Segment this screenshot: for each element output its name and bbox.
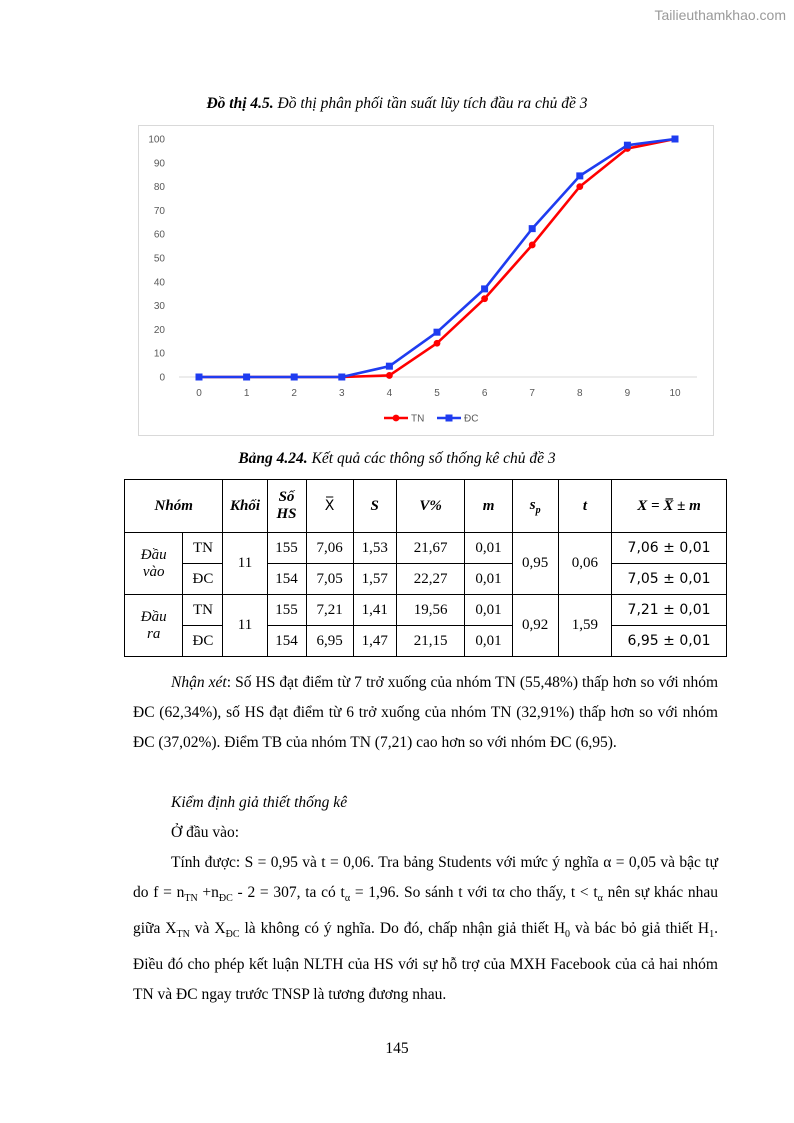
figure-caption: [0, 95, 794, 113]
y-tick-label: 0: [159, 372, 165, 384]
cell-count: 155: [267, 595, 306, 626]
remark-paragraph: [133, 668, 718, 758]
group-name-output: [125, 595, 183, 657]
table-row: [125, 533, 727, 564]
cell-count: 155: [267, 533, 306, 564]
x-tick-label: 7: [529, 388, 535, 399]
header-mean: X̅: [306, 480, 353, 533]
cell-mean: 7,06: [306, 533, 353, 564]
statistics-table: [124, 479, 727, 657]
table-title: Kết quả các thông số thống kê chủ đề 3: [311, 450, 556, 467]
cell-s: 1,57: [353, 564, 396, 595]
data-point-ĐC: [338, 374, 345, 381]
legend-label-ĐC: ĐC: [464, 413, 479, 425]
header-grade: Khối: [223, 480, 267, 533]
data-point-ĐC: [386, 363, 393, 370]
table-label: Bảng 4.24.: [238, 450, 308, 467]
legend-label-TN: TN: [411, 413, 425, 425]
header-s: S: [353, 480, 396, 533]
header-t: t: [558, 480, 611, 533]
analysis-part: - 2 = 307, ta có t: [232, 884, 345, 901]
analysis-part: là không có ý nghĩa. Do đó, chấp nhận giả thiết H: [239, 920, 566, 938]
cell-sp: 0,92: [512, 595, 558, 657]
header-sp-main: s: [529, 496, 536, 513]
data-point-ĐC: [576, 172, 583, 179]
data-point-TN: [386, 372, 393, 379]
x-tick-label: 4: [386, 388, 393, 399]
header-count-line2: HS: [276, 506, 297, 522]
y-tick-label: 90: [153, 158, 165, 170]
legend-marker-TN: [393, 415, 400, 422]
cell-t: 1,59: [558, 595, 611, 657]
analysis-sub: ĐC: [225, 929, 240, 941]
analysis-part: Tính được: S = 0,95 và t = 0,06. Tra bảng Students với mức ý nghĩa α = 0,05 và bậc tự do f = n: [133, 854, 718, 901]
input-heading: Ở đầu vào:: [171, 824, 240, 841]
cell-v: 19,56: [396, 595, 465, 626]
analysis-part: . Điều đó cho phép kết luận NLTH của HS với sự hỗ trợ của MXH Facebook của cả hai nhóm TN và ĐC ngay trước TNSP là tương đương nhau.: [133, 920, 719, 1004]
group-name-input: [125, 533, 183, 595]
analysis-sub: α: [597, 893, 603, 905]
data-point-TN: [529, 242, 536, 249]
header-group: Nhóm: [125, 480, 223, 533]
x-tick-label: 1: [243, 388, 250, 399]
cell-x: 7,21 ± 0,01: [612, 595, 727, 626]
header-sp-sub: p: [535, 504, 541, 516]
data-point-TN: [576, 183, 583, 190]
x-tick-label: 10: [669, 388, 681, 399]
cell-x: 7,06 ± 0,01: [612, 533, 727, 564]
hypothesis-heading: [133, 788, 718, 818]
cell-v: 21,15: [396, 626, 465, 657]
legend-marker-ĐC: [446, 415, 453, 422]
cell-count: 154: [267, 564, 306, 595]
cell-x: 7,05 ± 0,01: [612, 564, 727, 595]
x-tick-label: 8: [577, 388, 583, 399]
cell-count: 154: [267, 626, 306, 657]
analysis-part: = 1,96. So sánh t với tα cho thấy, t < t: [350, 884, 598, 901]
x-tick-label: 0: [196, 388, 202, 399]
data-point-ĐC: [624, 142, 631, 149]
y-tick-label: 60: [153, 229, 165, 241]
watermark: Tailieuthamkhao.com: [654, 7, 786, 23]
header-count: [267, 480, 306, 533]
header-m: m: [465, 480, 512, 533]
figure-label: Đồ thị 4.5.: [206, 95, 274, 112]
y-tick-label: 80: [153, 182, 165, 194]
remark-label: Nhận xét: [171, 674, 227, 691]
data-point-ĐC: [434, 329, 441, 336]
x-tick-label: 2: [291, 388, 297, 399]
data-point-ĐC: [481, 285, 488, 292]
group-name-line1: Đầu: [140, 608, 167, 625]
page-number: 145: [385, 1040, 409, 1057]
header-v: V%: [396, 480, 465, 533]
hypothesis-heading-text: Kiểm định giả thiết thống kê: [171, 794, 348, 811]
analysis-sub: 0: [565, 929, 571, 941]
cumulative-frequency-chart: [139, 126, 715, 437]
y-tick-label: 20: [153, 324, 165, 336]
analysis-sub: α: [344, 893, 351, 905]
analysis-sub: TN: [176, 929, 190, 941]
cell-sp: 0,95: [512, 533, 558, 595]
x-tick-label: 9: [624, 388, 631, 399]
analysis-part: nên sự khác nhau giữa X: [133, 884, 719, 938]
data-point-ĐC: [672, 136, 679, 143]
cell-grade: 11: [223, 533, 267, 595]
cell-m: 0,01: [465, 595, 512, 626]
analysis-part: và X: [189, 920, 226, 938]
chart-frame: [138, 125, 714, 436]
figure-title: Đồ thị phân phối tần suất lũy tích đầu ra chủ đề 3: [277, 95, 588, 112]
x-tick-label: 3: [339, 388, 345, 399]
table-caption: [0, 450, 794, 468]
data-point-TN: [481, 295, 488, 302]
cell-sub: TN: [183, 533, 223, 564]
group-name-line2: vào: [142, 563, 165, 580]
cell-sub: ĐC: [183, 626, 223, 657]
header-sp: [512, 480, 558, 533]
cell-grade: 11: [223, 595, 267, 657]
data-point-ĐC: [196, 374, 203, 381]
table-row: [125, 626, 727, 657]
cell-t: 0,06: [558, 533, 611, 595]
x-tick-label: 5: [434, 388, 440, 399]
cell-m: 0,01: [465, 533, 512, 564]
y-tick-label: 100: [148, 134, 165, 146]
table-header-row: [125, 480, 727, 533]
analysis-paragraph: [133, 848, 718, 1010]
table-row: [125, 564, 727, 595]
cell-mean: 7,05: [306, 564, 353, 595]
cell-sub: TN: [183, 595, 223, 626]
data-point-TN: [434, 340, 441, 347]
remark-body: : Số HS đạt điểm từ 7 trở xuống của nhóm TN (55,48%) thấp hơn so với nhóm ĐC (62,34%), số HS đạt điểm từ 6 trở xuống của nhóm TN (32,91%) thấp hơn so với nhóm ĐC (37,02%). Điểm TB của nhóm TN (7,21) cao hơn so với nhóm ĐC (6,95).: [133, 674, 718, 751]
analysis-sub: TN: [184, 893, 198, 905]
cell-mean: 6,95: [306, 626, 353, 657]
y-tick-label: 10: [153, 348, 165, 360]
cell-v: 22,27: [396, 564, 465, 595]
cell-mean: 7,21: [306, 595, 353, 626]
cell-m: 0,01: [465, 626, 512, 657]
analysis-part: và bác bỏ giả thiết H: [570, 920, 710, 938]
data-point-ĐC: [291, 374, 298, 381]
y-tick-label: 30: [153, 301, 165, 313]
analysis-sub: 1: [709, 929, 715, 941]
cell-x: 6,95 ± 0,01: [612, 626, 727, 657]
y-tick-label: 70: [153, 205, 165, 217]
table-row: [125, 595, 727, 626]
group-name-line2: ra: [147, 625, 161, 642]
cell-s: 1,53: [353, 533, 396, 564]
cell-s: 1,47: [353, 626, 396, 657]
cell-v: 21,67: [396, 533, 465, 564]
y-tick-label: 50: [153, 253, 165, 265]
y-tick-label: 40: [153, 277, 165, 289]
header-count-line1: Số: [278, 489, 295, 505]
x-tick-label: 6: [481, 388, 488, 399]
analysis-sub: ĐC: [218, 893, 233, 905]
data-point-ĐC: [529, 225, 536, 232]
cell-m: 0,01: [465, 564, 512, 595]
cell-s: 1,41: [353, 595, 396, 626]
header-x-formula: X = X̅ ± m: [612, 480, 727, 533]
cell-sub: ĐC: [183, 564, 223, 595]
group-name-line1: Đầu: [140, 546, 167, 563]
data-point-ĐC: [243, 374, 250, 381]
analysis-part: +n: [197, 884, 219, 901]
